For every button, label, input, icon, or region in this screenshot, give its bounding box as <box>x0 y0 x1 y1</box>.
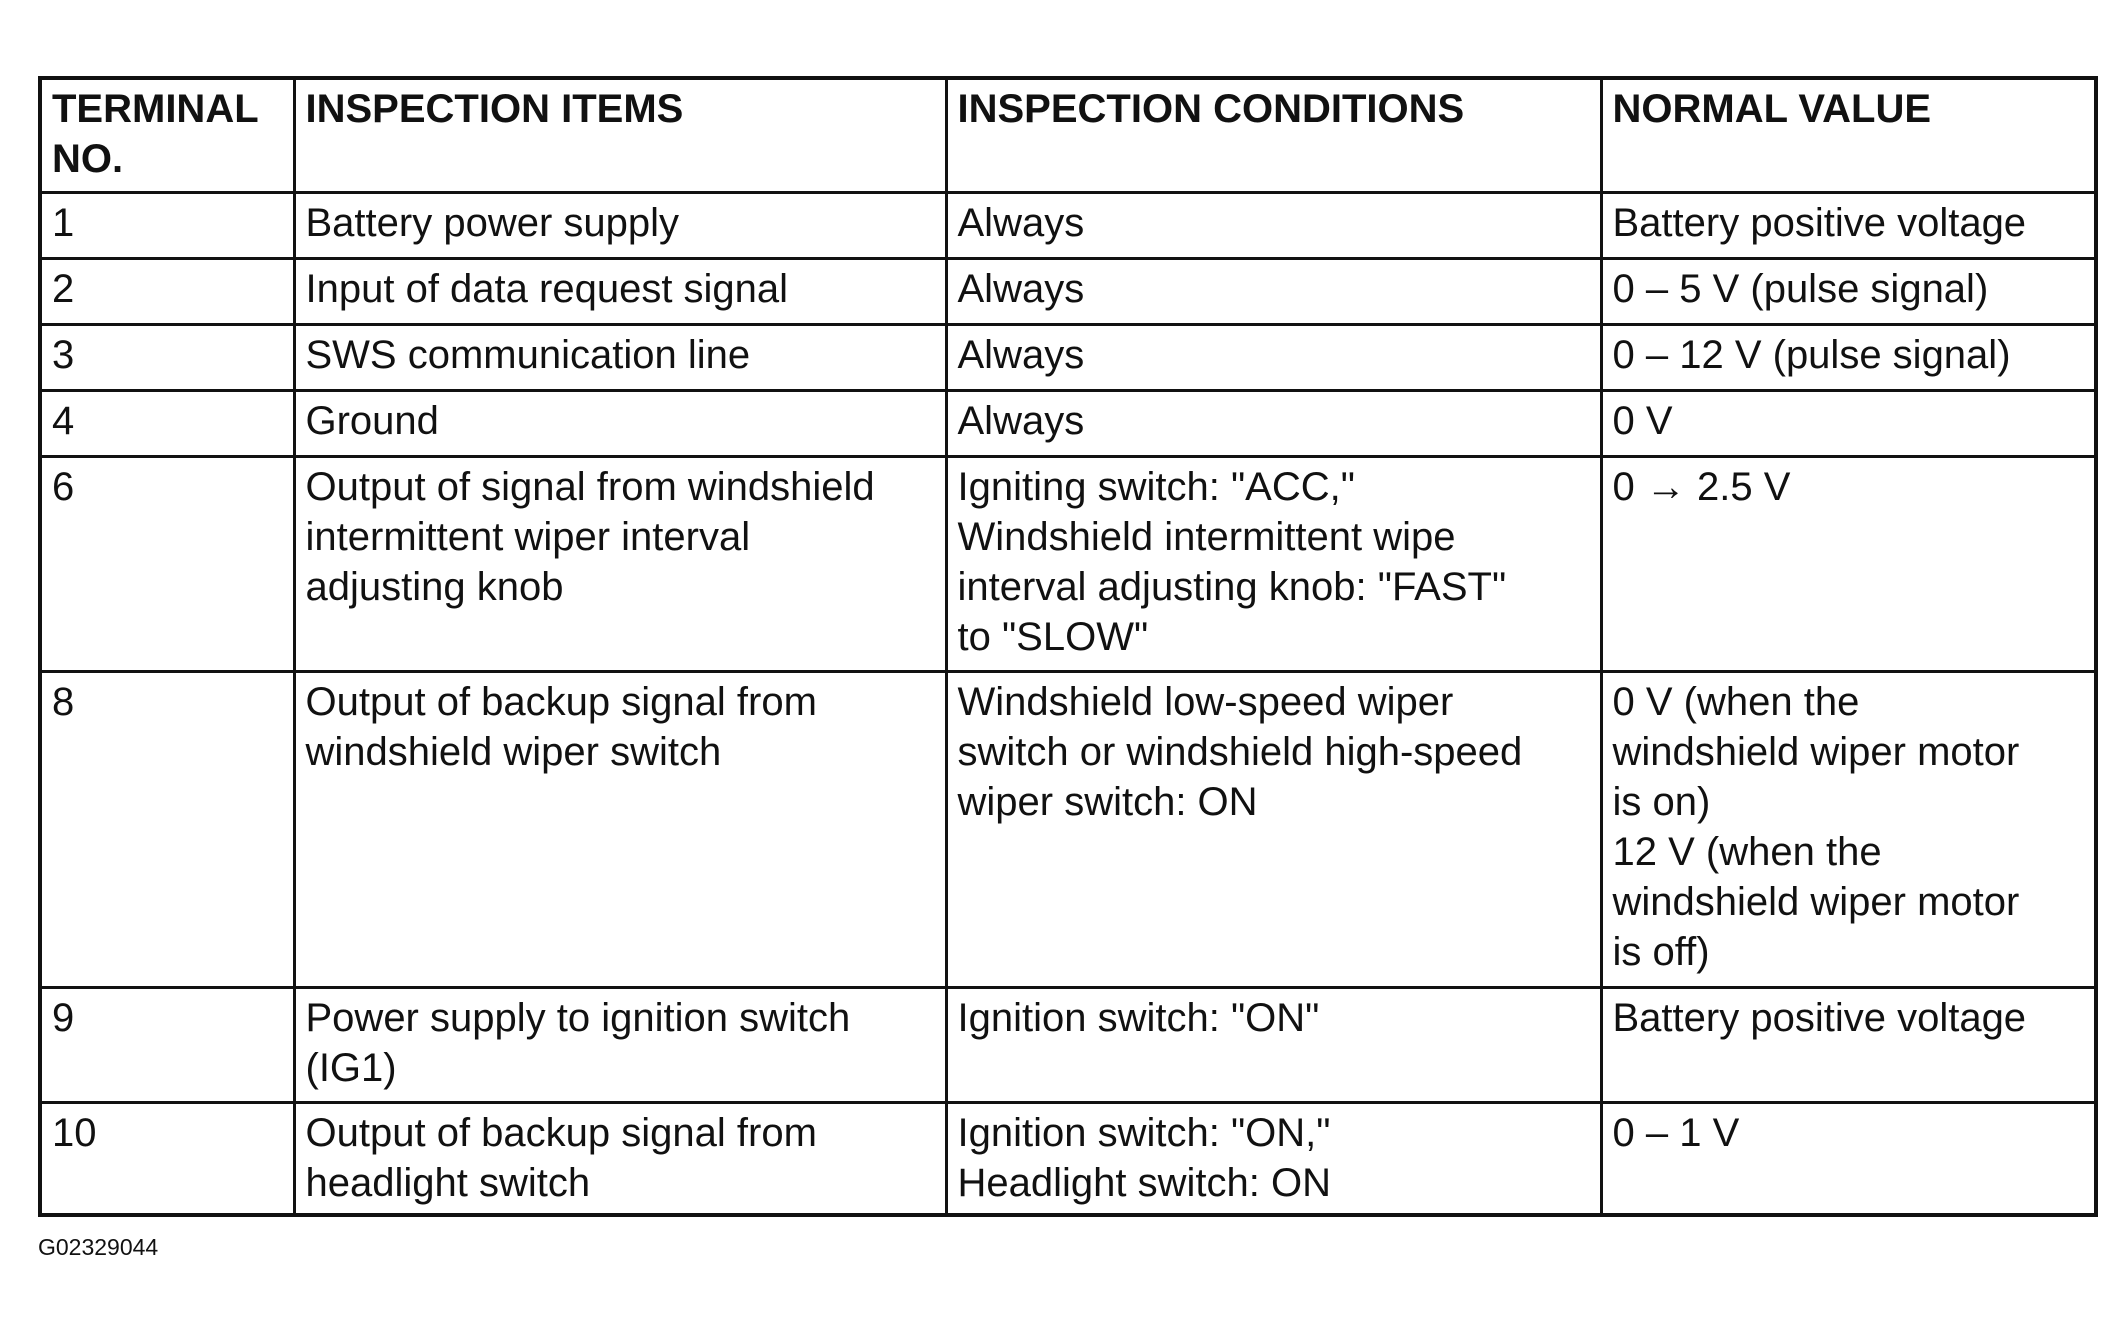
table-row <box>40 672 2096 988</box>
terminal-inspection-table <box>38 76 2098 1217</box>
table-header-row <box>40 78 2096 193</box>
normal-value-cell: Battery positive voltage <box>1601 988 2096 1103</box>
table-row <box>40 1103 2096 1215</box>
normal-value-cell: 0 – 12 V (pulse signal) <box>1601 325 2096 391</box>
terminal-number-cell: 6 <box>40 457 294 672</box>
header-inspection-items: INSPECTION ITEMS <box>294 78 946 193</box>
inspection-item-cell: Battery power supply <box>294 193 946 259</box>
terminal-number-cell: 1 <box>40 193 294 259</box>
inspection-item-cell: Input of data request signal <box>294 259 946 325</box>
inspection-condition-cell: Ignition switch: "ON," Headlight switch: ON <box>946 1103 1601 1215</box>
figure-id: G02329044 <box>38 1234 159 1260</box>
inspection-item-cell: Output of backup signal from headlight switch <box>294 1103 946 1215</box>
inspection-condition-cell: Ignition switch: "ON" <box>946 988 1601 1103</box>
inspection-condition-cell: Igniting switch: "ACC," Windshield intermittent wipe interval adjusting knob: "FAST" to "SLOW" <box>946 457 1601 672</box>
table-row <box>40 457 2096 672</box>
table-row <box>40 325 2096 391</box>
header-normal-value: NORMAL VALUE <box>1601 78 2096 193</box>
inspection-item-cell: Ground <box>294 391 946 457</box>
inspection-condition-cell: Always <box>946 259 1601 325</box>
normal-value-cell: 0 – 1 V <box>1601 1103 2096 1215</box>
inspection-item-cell: Output of backup signal from windshield wiper switch <box>294 672 946 988</box>
terminal-number-cell: 4 <box>40 391 294 457</box>
normal-value-cell: 0 V <box>1601 391 2096 457</box>
inspection-condition-cell: Always <box>946 193 1601 259</box>
terminal-number-cell: 9 <box>40 988 294 1103</box>
inspection-item-cell: Output of signal from windshield intermittent wiper interval adjusting knob <box>294 457 946 672</box>
terminal-number-cell: 3 <box>40 325 294 391</box>
inspection-item-cell: Power supply to ignition switch (IG1) <box>294 988 946 1103</box>
normal-value-cell: 0 V (when the windshield wiper motor is on) 12 V (when the windshield wiper motor is off) <box>1601 672 2096 988</box>
table-row <box>40 988 2096 1103</box>
table-row <box>40 193 2096 259</box>
normal-value-cell: 0 → 2.5 V <box>1601 457 2096 672</box>
inspection-condition-cell: Always <box>946 391 1601 457</box>
inspection-condition-cell: Always <box>946 325 1601 391</box>
table-row <box>40 391 2096 457</box>
terminal-number-cell: 8 <box>40 672 294 988</box>
normal-value-cell: Battery positive voltage <box>1601 193 2096 259</box>
terminal-number-cell: 10 <box>40 1103 294 1215</box>
normal-value-cell: 0 – 5 V (pulse signal) <box>1601 259 2096 325</box>
terminal-number-cell: 2 <box>40 259 294 325</box>
table-row <box>40 259 2096 325</box>
inspection-item-cell: SWS communication line <box>294 325 946 391</box>
header-terminal-no: TERMINAL NO. <box>40 78 294 193</box>
inspection-condition-cell: Windshield low-speed wiper switch or windshield high-speed wiper switch: ON <box>946 672 1601 988</box>
header-inspection-conditions: INSPECTION CONDITIONS <box>946 78 1601 193</box>
